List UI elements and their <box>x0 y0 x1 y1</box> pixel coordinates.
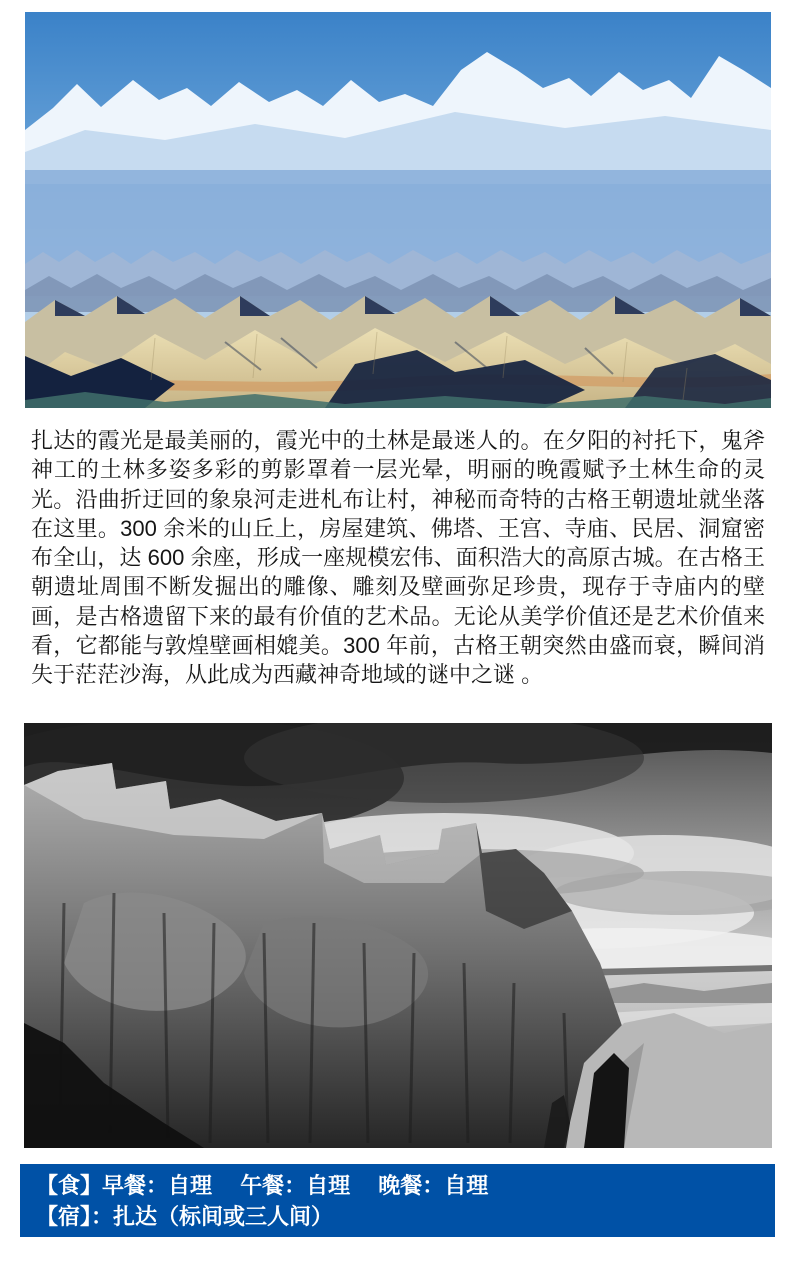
guge-ruins-photo <box>24 723 772 1148</box>
description-paragraph: 扎达的霞光是最美丽的，霞光中的土林是最迷人的。在夕阳的衬托下，鬼斧神工的土林多姿多彩的剪影罩着一层光晕，明丽的晚霞赋予土林生命的灵光。沿曲折迂回的象泉河走进札布让村，神秘而奇特的古格王朝遗址就坐落在这里。300 余米的山丘上，房屋建筑、佛塔、王宫、寺庙、民居、洞窟密布全山，达 600 余座，形成一座规模宏伟、面积浩大的高原古城。在古格王朝遗址周围不断发掘出的雕像、雕刻及壁画弥足珍贵，现存于寺庙内的壁画，是古格遗留下来的最有价值的艺术品。无论从美学价值还是艺术价值来看，它都能与敦煌壁画相媲美。300 年前，古格王朝突然由盛而衰，瞬间消失于茫茫沙海，从此成为西藏神奇地域的谜中之谜 。 <box>31 428 765 688</box>
guge-photo-graphic <box>24 723 772 1148</box>
zhada-photo-graphic <box>25 12 771 408</box>
zhada-earth-forest-photo <box>25 12 771 408</box>
lodging-line: 【宿】：扎达（标间或三人间） <box>36 1204 334 1229</box>
meals-line: 【食】早餐：自理 午餐：自理 晚餐：自理 <box>36 1173 489 1198</box>
meals-lodging-banner <box>20 1164 775 1237</box>
